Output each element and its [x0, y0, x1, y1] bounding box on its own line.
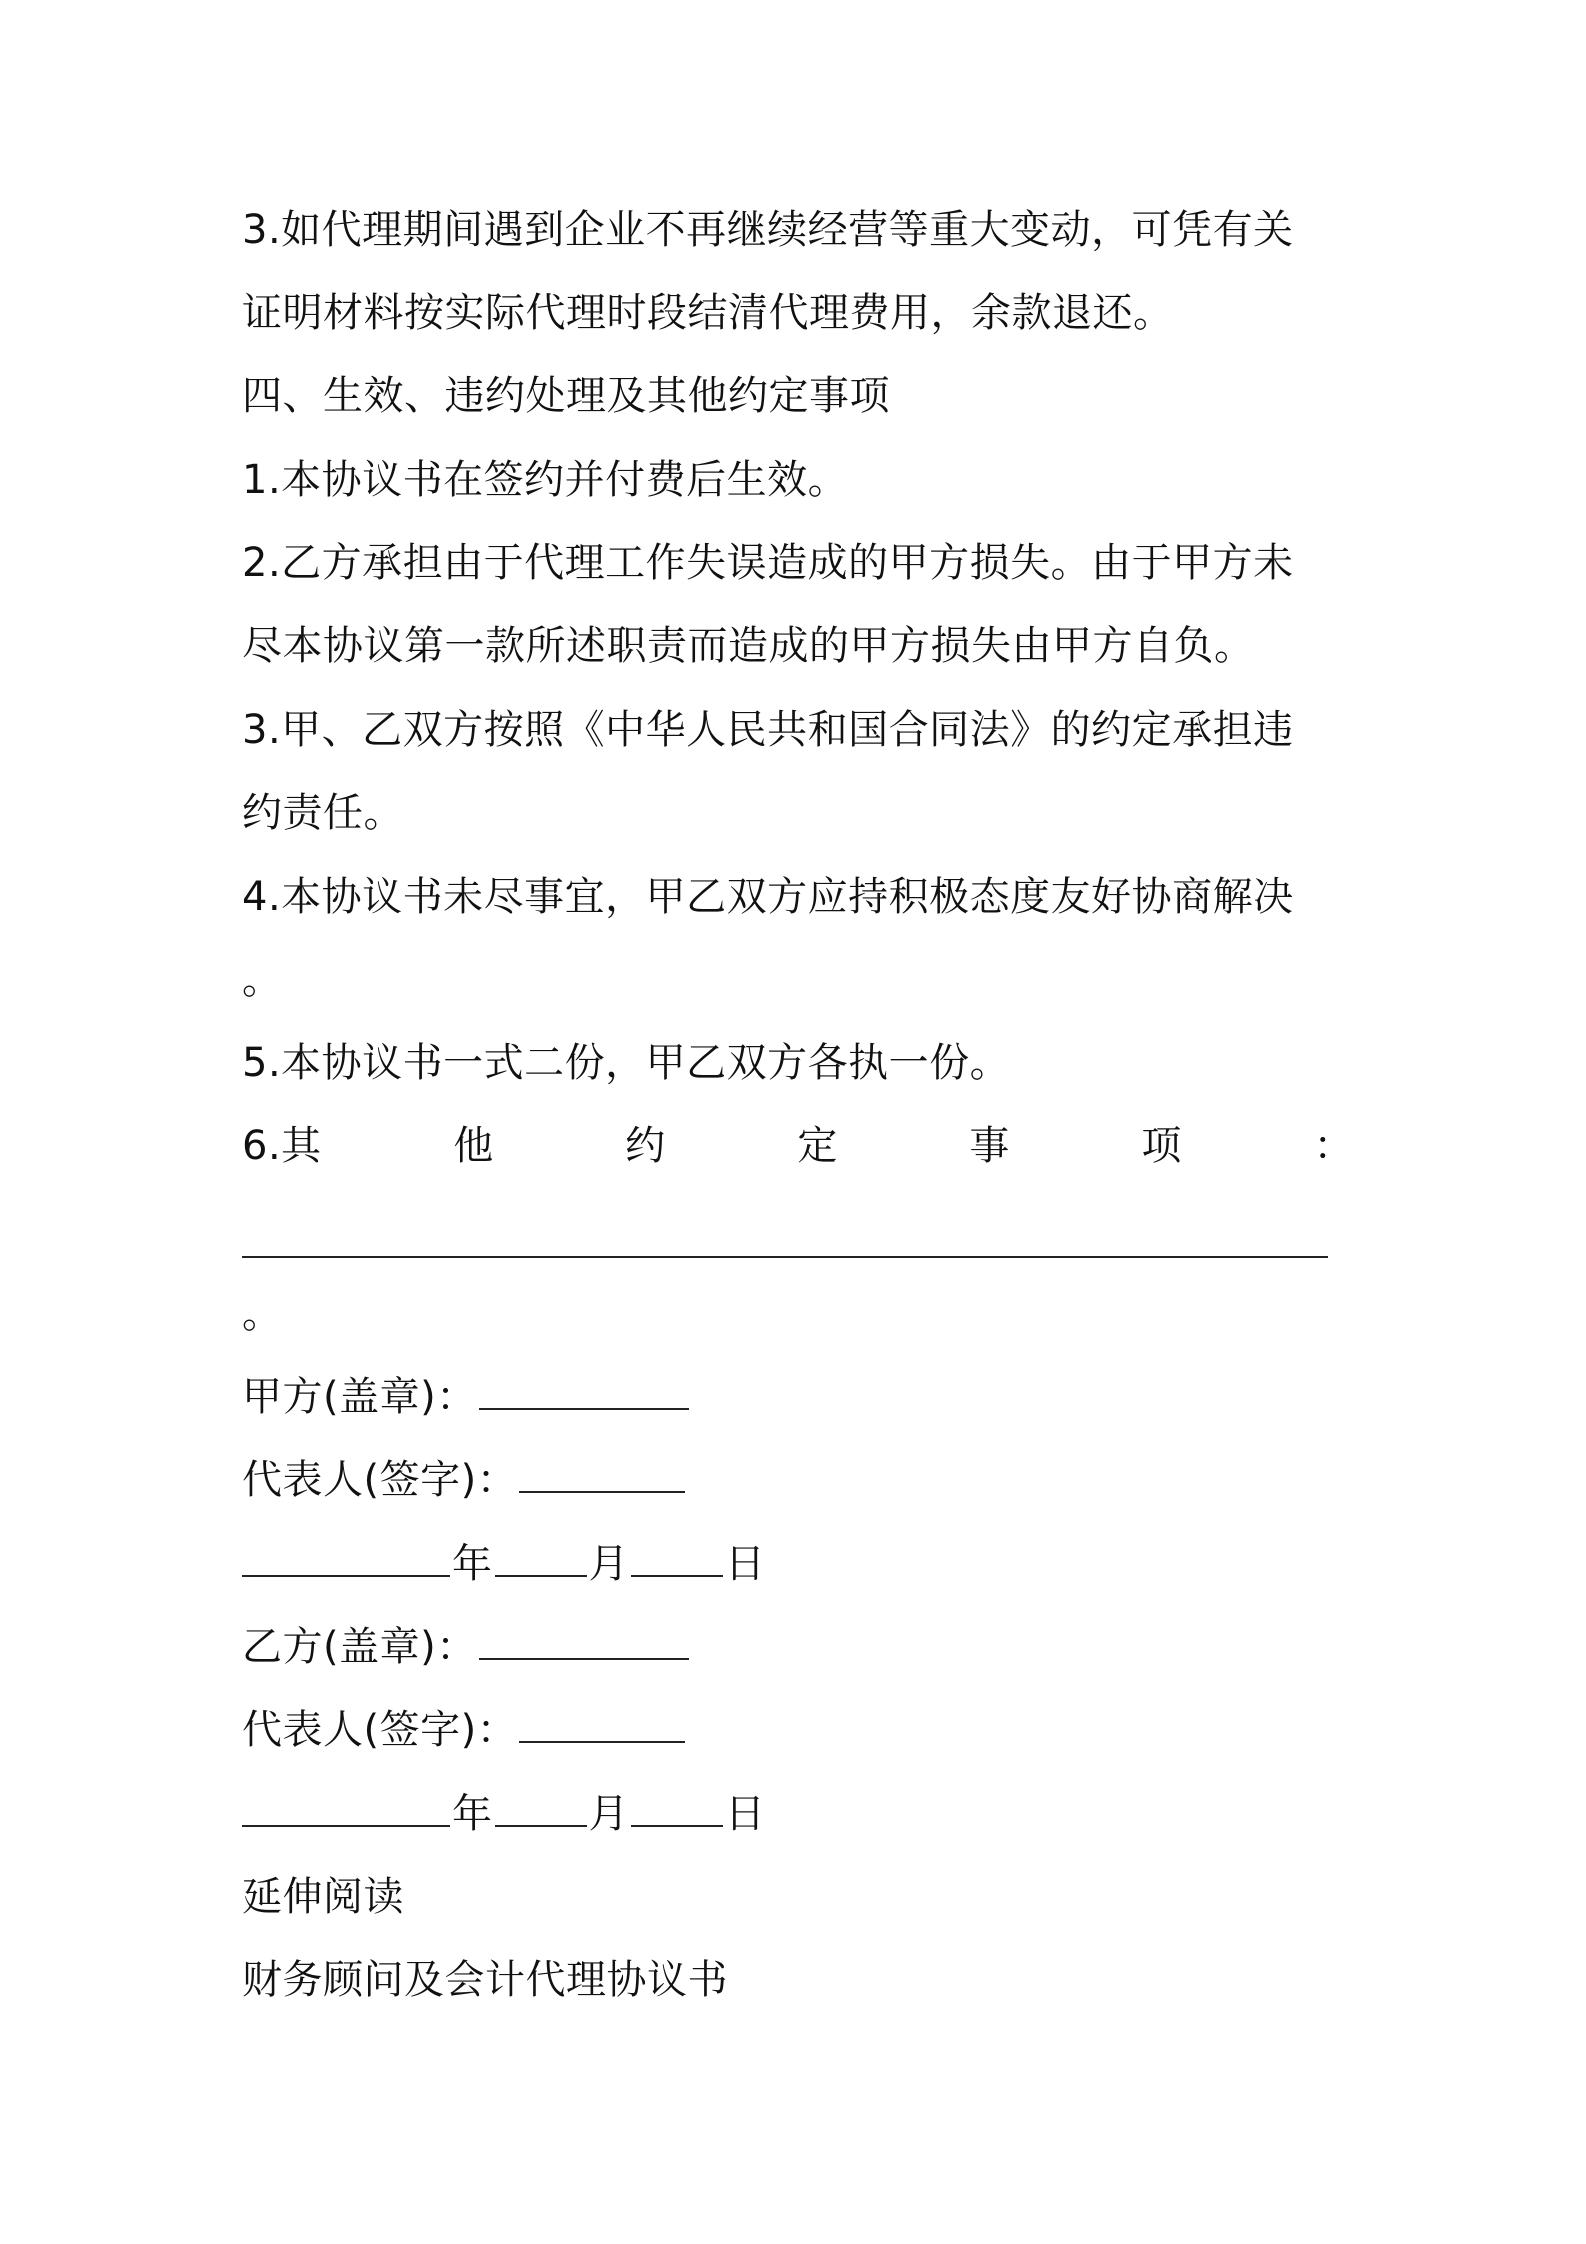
clause-4-6-part: 6.其 [242, 1123, 322, 1169]
clause-4-2-line-1: 2.乙方承担由于代理工作失误造成的甲方损失。由于甲方未 [242, 540, 1294, 586]
clause-4-6-part: 他 [453, 1123, 494, 1169]
party-a-month-blank [495, 1541, 587, 1577]
party-a-year-blank [242, 1541, 450, 1577]
party-a-seal-label: 甲方(盖章)： [242, 1374, 477, 1420]
clause-4-3-line-1: 3.甲、乙双方按照《中华人民共和国合同法》的约定承担违 [242, 707, 1294, 753]
clause-4-6-part: 项 [1141, 1123, 1182, 1169]
clause-3-line-1: 3.如代理期间遇到企业不再继续经营等重大变动，可凭有关 [242, 207, 1294, 253]
clause-4-6-part: ： [1313, 1123, 1354, 1169]
clause-4-4-line-1: 4.本协议书未尽事宜，甲乙双方应持积极态度友好协商解决 [242, 874, 1294, 920]
clause-4-3-line-2: 约责任。 [242, 790, 404, 836]
party-a-day-blank [631, 1541, 723, 1577]
party-b-seal-blank [479, 1624, 689, 1660]
section-4-heading: 四、生效、违约处理及其他约定事项 [242, 373, 890, 419]
party-b-seal-row [242, 1623, 1362, 1671]
year-label: 年 [452, 1541, 493, 1587]
clause-4-6-blank-line [242, 1256, 1328, 1258]
party-b-seal-label: 乙方(盖章)： [242, 1624, 477, 1670]
party-b-month-blank [495, 1791, 587, 1827]
clause-4-6 [242, 1122, 1354, 1170]
month-label: 月 [588, 1541, 629, 1587]
year-label: 年 [452, 1791, 493, 1837]
extended-reading-heading: 延伸阅读 [242, 1874, 404, 1920]
clause-4-4-line-2: 。 [242, 957, 283, 1003]
clause-4-6-end: 。 [242, 1291, 283, 1337]
party-b-day-blank [631, 1791, 723, 1827]
party-a-date-row [242, 1540, 1362, 1588]
day-label: 日 [725, 1791, 766, 1837]
clause-4-1: 1.本协议书在签约并付费后生效。 [242, 457, 849, 503]
party-a-seal-blank [479, 1374, 689, 1410]
extended-reading-title: 财务顾问及会计代理协议书 [242, 1957, 728, 2003]
party-a-rep-blank [519, 1457, 685, 1493]
party-b-rep-row [242, 1706, 1362, 1754]
clause-3-line-2: 证明材料按实际代理时段结清代理费用，余款退还。 [242, 290, 1174, 336]
clause-4-6-part: 事 [969, 1123, 1010, 1169]
day-label: 日 [725, 1541, 766, 1587]
clause-4-5: 5.本协议书一式二份，甲乙双方各执一份。 [242, 1040, 1011, 1086]
party-b-rep-blank [519, 1707, 685, 1743]
party-b-year-blank [242, 1791, 450, 1827]
month-label: 月 [588, 1791, 629, 1837]
clause-4-2-line-2: 尽本协议第一款所述职责而造成的甲方损失由甲方自负。 [242, 623, 1255, 669]
party-b-rep-label: 代表人(签字)： [242, 1707, 518, 1753]
party-b-date-row [242, 1790, 1362, 1838]
clause-4-6-part: 定 [797, 1123, 838, 1169]
party-a-seal-row [242, 1373, 1362, 1421]
party-a-rep-label: 代表人(签字)： [242, 1457, 518, 1503]
clause-4-6-part: 约 [625, 1123, 666, 1169]
party-a-rep-row [242, 1456, 1362, 1504]
